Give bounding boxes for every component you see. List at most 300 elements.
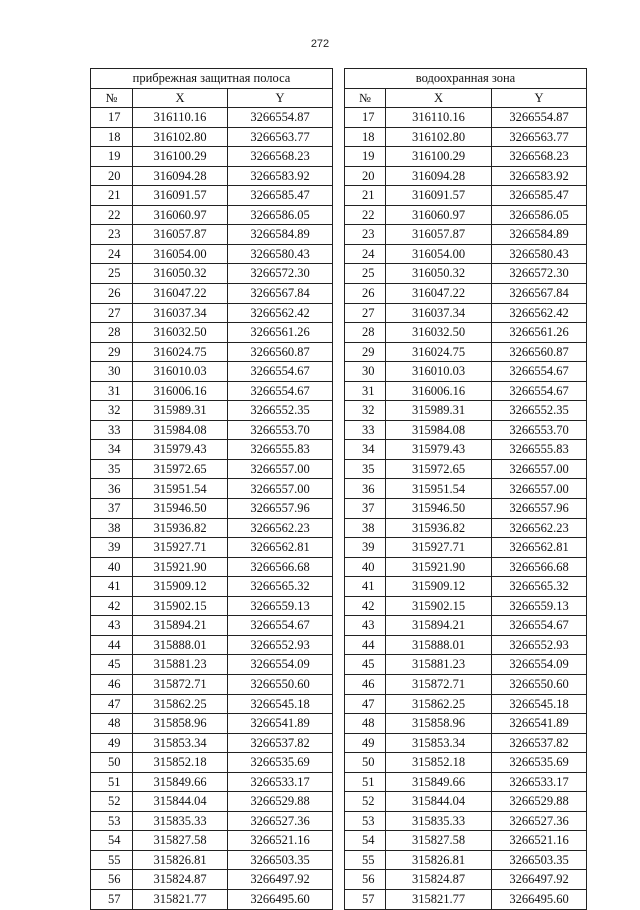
left-x-value: 315853.34 <box>133 733 228 753</box>
table-gap <box>333 459 345 479</box>
left-header-x: X <box>133 88 228 108</box>
right-y-value: 3266567.84 <box>492 284 587 304</box>
right-x-value: 315979.43 <box>386 440 492 460</box>
right-x-value: 315909.12 <box>386 577 492 597</box>
left-point-number: 36 <box>91 479 133 499</box>
left-y-value: 3266568.23 <box>228 147 333 167</box>
left-x-value: 316006.16 <box>133 381 228 401</box>
table-row <box>91 440 587 460</box>
left-y-value: 3266555.83 <box>228 440 333 460</box>
left-x-value: 315972.65 <box>133 459 228 479</box>
right-point-number: 37 <box>345 499 386 519</box>
table-row <box>91 831 587 851</box>
table-row <box>91 108 587 128</box>
left-y-value: 3266584.89 <box>228 225 333 245</box>
left-x-value: 315849.66 <box>133 772 228 792</box>
right-x-value: 316091.57 <box>386 186 492 206</box>
left-y-value: 3266527.36 <box>228 811 333 831</box>
table-gap <box>333 518 345 538</box>
table-gap <box>333 127 345 147</box>
table-row <box>91 499 587 519</box>
left-point-number: 24 <box>91 244 133 264</box>
left-x-value: 315921.90 <box>133 557 228 577</box>
right-point-number: 33 <box>345 420 386 440</box>
left-x-value: 315872.71 <box>133 674 228 694</box>
left-point-number: 30 <box>91 362 133 382</box>
left-y-value: 3266541.89 <box>228 714 333 734</box>
right-y-value: 3266560.87 <box>492 342 587 362</box>
left-y-value: 3266557.00 <box>228 459 333 479</box>
left-y-value: 3266535.69 <box>228 753 333 773</box>
table-row <box>91 303 587 323</box>
right-point-number: 28 <box>345 323 386 343</box>
left-point-number: 38 <box>91 518 133 538</box>
table-gap <box>333 577 345 597</box>
left-point-number: 49 <box>91 733 133 753</box>
right-x-value: 316110.16 <box>386 108 492 128</box>
left-point-number: 53 <box>91 811 133 831</box>
right-y-value: 3266554.67 <box>492 362 587 382</box>
right-y-value: 3266554.09 <box>492 655 587 675</box>
left-y-value: 3266559.13 <box>228 596 333 616</box>
left-point-number: 48 <box>91 714 133 734</box>
left-point-number: 52 <box>91 792 133 812</box>
right-y-value: 3266529.88 <box>492 792 587 812</box>
left-x-value: 315894.21 <box>133 616 228 636</box>
right-y-value: 3266555.83 <box>492 440 587 460</box>
table-gap <box>333 147 345 167</box>
left-y-value: 3266554.67 <box>228 616 333 636</box>
right-x-value: 315936.82 <box>386 518 492 538</box>
left-point-number: 37 <box>91 499 133 519</box>
table-gap <box>333 186 345 206</box>
table-row <box>91 674 587 694</box>
right-point-number: 20 <box>345 166 386 186</box>
table-row <box>91 127 587 147</box>
right-y-value: 3266533.17 <box>492 772 587 792</box>
right-x-value: 315853.34 <box>386 733 492 753</box>
table-gap <box>333 88 345 108</box>
table-row <box>91 850 587 870</box>
table-gap <box>333 362 345 382</box>
left-x-value: 316094.28 <box>133 166 228 186</box>
right-point-number: 43 <box>345 616 386 636</box>
table-gap <box>333 420 345 440</box>
right-x-value: 316047.22 <box>386 284 492 304</box>
left-x-value: 315835.33 <box>133 811 228 831</box>
right-header-y: Y <box>492 88 587 108</box>
left-point-number: 42 <box>91 596 133 616</box>
right-x-value: 316032.50 <box>386 323 492 343</box>
right-point-number: 41 <box>345 577 386 597</box>
table-gap <box>333 753 345 773</box>
right-point-number: 55 <box>345 850 386 870</box>
table-gap <box>333 538 345 558</box>
left-y-value: 3266557.00 <box>228 479 333 499</box>
table-row <box>91 186 587 206</box>
left-point-number: 28 <box>91 323 133 343</box>
right-y-value: 3266503.35 <box>492 850 587 870</box>
left-x-value: 316050.32 <box>133 264 228 284</box>
table-row <box>91 244 587 264</box>
left-x-value: 316110.16 <box>133 108 228 128</box>
right-y-value: 3266497.92 <box>492 870 587 890</box>
right-y-value: 3266552.93 <box>492 635 587 655</box>
table-body <box>91 108 587 909</box>
table-row <box>91 479 587 499</box>
right-x-value: 315849.66 <box>386 772 492 792</box>
table-gap <box>333 225 345 245</box>
right-table-title: водоохранная зона <box>345 69 587 89</box>
left-point-number: 55 <box>91 850 133 870</box>
left-point-number: 33 <box>91 420 133 440</box>
right-y-value: 3266550.60 <box>492 674 587 694</box>
right-point-number: 22 <box>345 205 386 225</box>
right-y-value: 3266557.00 <box>492 479 587 499</box>
table-gap <box>333 499 345 519</box>
table-row <box>91 772 587 792</box>
right-point-number: 23 <box>345 225 386 245</box>
left-point-number: 54 <box>91 831 133 851</box>
right-y-value: 3266527.36 <box>492 811 587 831</box>
table-gap <box>333 831 345 851</box>
table-row <box>91 381 587 401</box>
left-y-value: 3266580.43 <box>228 244 333 264</box>
table-gap <box>333 303 345 323</box>
left-y-value: 3266562.81 <box>228 538 333 558</box>
table-gap <box>333 557 345 577</box>
table-row <box>91 147 587 167</box>
right-point-number: 44 <box>345 635 386 655</box>
right-x-value: 315881.23 <box>386 655 492 675</box>
left-y-value: 3266545.18 <box>228 694 333 714</box>
table-row <box>91 733 587 753</box>
table-title-row <box>91 69 587 89</box>
left-point-number: 35 <box>91 459 133 479</box>
left-point-number: 44 <box>91 635 133 655</box>
right-point-number: 42 <box>345 596 386 616</box>
right-y-value: 3266495.60 <box>492 889 587 909</box>
left-point-number: 43 <box>91 616 133 636</box>
left-y-value: 3266557.96 <box>228 499 333 519</box>
left-y-value: 3266529.88 <box>228 792 333 812</box>
right-x-value: 315826.81 <box>386 850 492 870</box>
right-point-number: 54 <box>345 831 386 851</box>
left-table-title: прибрежная защитная полоса <box>91 69 333 89</box>
table-header-row <box>91 88 587 108</box>
right-x-value: 315858.96 <box>386 714 492 734</box>
left-x-value: 315979.43 <box>133 440 228 460</box>
table-gap <box>333 870 345 890</box>
table-gap <box>333 205 345 225</box>
left-point-number: 21 <box>91 186 133 206</box>
right-point-number: 46 <box>345 674 386 694</box>
right-y-value: 3266559.13 <box>492 596 587 616</box>
left-y-value: 3266563.77 <box>228 127 333 147</box>
right-point-number: 38 <box>345 518 386 538</box>
right-point-number: 18 <box>345 127 386 147</box>
right-point-number: 56 <box>345 870 386 890</box>
left-x-value: 315888.01 <box>133 635 228 655</box>
right-y-value: 3266572.30 <box>492 264 587 284</box>
left-y-value: 3266583.92 <box>228 166 333 186</box>
table-gap <box>333 792 345 812</box>
table-row <box>91 459 587 479</box>
table-row <box>91 635 587 655</box>
left-point-number: 41 <box>91 577 133 597</box>
table-row <box>91 401 587 421</box>
table-gap <box>333 655 345 675</box>
table-row <box>91 166 587 186</box>
left-x-value: 315826.81 <box>133 850 228 870</box>
left-point-number: 46 <box>91 674 133 694</box>
left-point-number: 57 <box>91 889 133 909</box>
right-y-value: 3266554.87 <box>492 108 587 128</box>
left-x-value: 316047.22 <box>133 284 228 304</box>
right-x-value: 315894.21 <box>386 616 492 636</box>
coordinates-table <box>90 68 587 910</box>
right-point-number: 27 <box>345 303 386 323</box>
table-row <box>91 284 587 304</box>
left-point-number: 31 <box>91 381 133 401</box>
left-point-number: 40 <box>91 557 133 577</box>
right-x-value: 316057.87 <box>386 225 492 245</box>
left-point-number: 50 <box>91 753 133 773</box>
left-point-number: 27 <box>91 303 133 323</box>
table-row <box>91 792 587 812</box>
right-y-value: 3266586.05 <box>492 205 587 225</box>
right-y-value: 3266561.26 <box>492 323 587 343</box>
right-y-value: 3266535.69 <box>492 753 587 773</box>
left-y-value: 3266554.67 <box>228 381 333 401</box>
right-point-number: 39 <box>345 538 386 558</box>
right-point-number: 36 <box>345 479 386 499</box>
table-row <box>91 557 587 577</box>
right-x-value: 315862.25 <box>386 694 492 714</box>
table-gap <box>333 244 345 264</box>
left-point-number: 45 <box>91 655 133 675</box>
table-row <box>91 753 587 773</box>
right-y-value: 3266566.68 <box>492 557 587 577</box>
left-point-number: 20 <box>91 166 133 186</box>
right-x-value: 315921.90 <box>386 557 492 577</box>
left-y-value: 3266586.05 <box>228 205 333 225</box>
left-y-value: 3266561.26 <box>228 323 333 343</box>
right-x-value: 315984.08 <box>386 420 492 440</box>
left-x-value: 315821.77 <box>133 889 228 909</box>
table-gap <box>333 772 345 792</box>
table-gap <box>333 69 345 89</box>
left-y-value: 3266537.82 <box>228 733 333 753</box>
table-row <box>91 420 587 440</box>
right-point-number: 49 <box>345 733 386 753</box>
left-y-value: 3266565.32 <box>228 577 333 597</box>
right-x-value: 315821.77 <box>386 889 492 909</box>
left-x-value: 315984.08 <box>133 420 228 440</box>
right-point-number: 53 <box>345 811 386 831</box>
left-y-value: 3266552.93 <box>228 635 333 655</box>
right-x-value: 316060.97 <box>386 205 492 225</box>
left-y-value: 3266554.87 <box>228 108 333 128</box>
left-x-value: 315862.25 <box>133 694 228 714</box>
left-x-value: 315827.58 <box>133 831 228 851</box>
left-x-value: 316057.87 <box>133 225 228 245</box>
table-gap <box>333 264 345 284</box>
table-row <box>91 323 587 343</box>
left-x-value: 315881.23 <box>133 655 228 675</box>
right-header-x: X <box>386 88 492 108</box>
right-point-number: 45 <box>345 655 386 675</box>
left-y-value: 3266585.47 <box>228 186 333 206</box>
table-gap <box>333 166 345 186</box>
left-point-number: 34 <box>91 440 133 460</box>
right-point-number: 30 <box>345 362 386 382</box>
left-x-value: 316024.75 <box>133 342 228 362</box>
right-point-number: 25 <box>345 264 386 284</box>
right-y-value: 3266562.42 <box>492 303 587 323</box>
left-x-value: 315858.96 <box>133 714 228 734</box>
left-y-value: 3266552.35 <box>228 401 333 421</box>
right-y-value: 3266584.89 <box>492 225 587 245</box>
table-row <box>91 889 587 909</box>
left-header-number: № <box>91 88 133 108</box>
left-x-value: 316010.03 <box>133 362 228 382</box>
left-x-value: 315951.54 <box>133 479 228 499</box>
right-point-number: 52 <box>345 792 386 812</box>
left-x-value: 316091.57 <box>133 186 228 206</box>
left-x-value: 316054.00 <box>133 244 228 264</box>
table-gap <box>333 714 345 734</box>
right-x-value: 315827.58 <box>386 831 492 851</box>
right-point-number: 40 <box>345 557 386 577</box>
table-gap <box>333 440 345 460</box>
right-x-value: 315972.65 <box>386 459 492 479</box>
right-y-value: 3266545.18 <box>492 694 587 714</box>
left-y-value: 3266553.70 <box>228 420 333 440</box>
left-y-value: 3266562.23 <box>228 518 333 538</box>
right-x-value: 315872.71 <box>386 674 492 694</box>
left-y-value: 3266560.87 <box>228 342 333 362</box>
right-point-number: 19 <box>345 147 386 167</box>
table-gap <box>333 108 345 128</box>
right-point-number: 26 <box>345 284 386 304</box>
left-y-value: 3266572.30 <box>228 264 333 284</box>
left-point-number: 39 <box>91 538 133 558</box>
left-y-value: 3266567.84 <box>228 284 333 304</box>
left-x-value: 315824.87 <box>133 870 228 890</box>
left-x-value: 315844.04 <box>133 792 228 812</box>
left-y-value: 3266554.09 <box>228 655 333 675</box>
left-y-value: 3266533.17 <box>228 772 333 792</box>
table-row <box>91 205 587 225</box>
left-point-number: 18 <box>91 127 133 147</box>
table-gap <box>333 811 345 831</box>
table-row <box>91 694 587 714</box>
left-x-value: 315909.12 <box>133 577 228 597</box>
right-point-number: 35 <box>345 459 386 479</box>
table-row <box>91 616 587 636</box>
table-gap <box>333 401 345 421</box>
left-x-value: 315852.18 <box>133 753 228 773</box>
left-x-value: 316032.50 <box>133 323 228 343</box>
table-gap <box>333 674 345 694</box>
right-point-number: 48 <box>345 714 386 734</box>
right-x-value: 316006.16 <box>386 381 492 401</box>
right-x-value: 315835.33 <box>386 811 492 831</box>
table-row <box>91 577 587 597</box>
right-y-value: 3266568.23 <box>492 147 587 167</box>
right-y-value: 3266552.35 <box>492 401 587 421</box>
right-y-value: 3266562.23 <box>492 518 587 538</box>
right-x-value: 315927.71 <box>386 538 492 558</box>
table-gap <box>333 635 345 655</box>
right-x-value: 316100.29 <box>386 147 492 167</box>
right-y-value: 3266557.00 <box>492 459 587 479</box>
left-point-number: 19 <box>91 147 133 167</box>
right-point-number: 29 <box>345 342 386 362</box>
left-x-value: 315946.50 <box>133 499 228 519</box>
table-gap <box>333 850 345 870</box>
left-x-value: 315902.15 <box>133 596 228 616</box>
right-header-number: № <box>345 88 386 108</box>
right-point-number: 34 <box>345 440 386 460</box>
right-y-value: 3266541.89 <box>492 714 587 734</box>
left-point-number: 25 <box>91 264 133 284</box>
table-gap <box>333 694 345 714</box>
table-row <box>91 225 587 245</box>
right-x-value: 315852.18 <box>386 753 492 773</box>
right-x-value: 315946.50 <box>386 499 492 519</box>
table-row <box>91 342 587 362</box>
left-point-number: 47 <box>91 694 133 714</box>
table-gap <box>333 342 345 362</box>
right-point-number: 51 <box>345 772 386 792</box>
right-point-number: 57 <box>345 889 386 909</box>
right-x-value: 315989.31 <box>386 401 492 421</box>
left-x-value: 316100.29 <box>133 147 228 167</box>
right-y-value: 3266562.81 <box>492 538 587 558</box>
table-row <box>91 362 587 382</box>
table-row <box>91 264 587 284</box>
right-x-value: 316024.75 <box>386 342 492 362</box>
left-point-number: 29 <box>91 342 133 362</box>
left-point-number: 51 <box>91 772 133 792</box>
table-row <box>91 811 587 831</box>
left-point-number: 23 <box>91 225 133 245</box>
left-y-value: 3266495.60 <box>228 889 333 909</box>
table-gap <box>333 889 345 909</box>
right-y-value: 3266521.16 <box>492 831 587 851</box>
right-x-value: 315844.04 <box>386 792 492 812</box>
left-y-value: 3266550.60 <box>228 674 333 694</box>
left-y-value: 3266554.67 <box>228 362 333 382</box>
left-x-value: 316102.80 <box>133 127 228 147</box>
right-x-value: 315888.01 <box>386 635 492 655</box>
left-y-value: 3266562.42 <box>228 303 333 323</box>
table-row <box>91 538 587 558</box>
left-x-value: 316060.97 <box>133 205 228 225</box>
left-x-value: 316037.34 <box>133 303 228 323</box>
left-x-value: 315936.82 <box>133 518 228 538</box>
right-y-value: 3266554.67 <box>492 616 587 636</box>
right-y-value: 3266557.96 <box>492 499 587 519</box>
table-gap <box>333 381 345 401</box>
right-y-value: 3266565.32 <box>492 577 587 597</box>
right-x-value: 315951.54 <box>386 479 492 499</box>
right-y-value: 3266554.67 <box>492 381 587 401</box>
left-point-number: 22 <box>91 205 133 225</box>
right-y-value: 3266580.43 <box>492 244 587 264</box>
